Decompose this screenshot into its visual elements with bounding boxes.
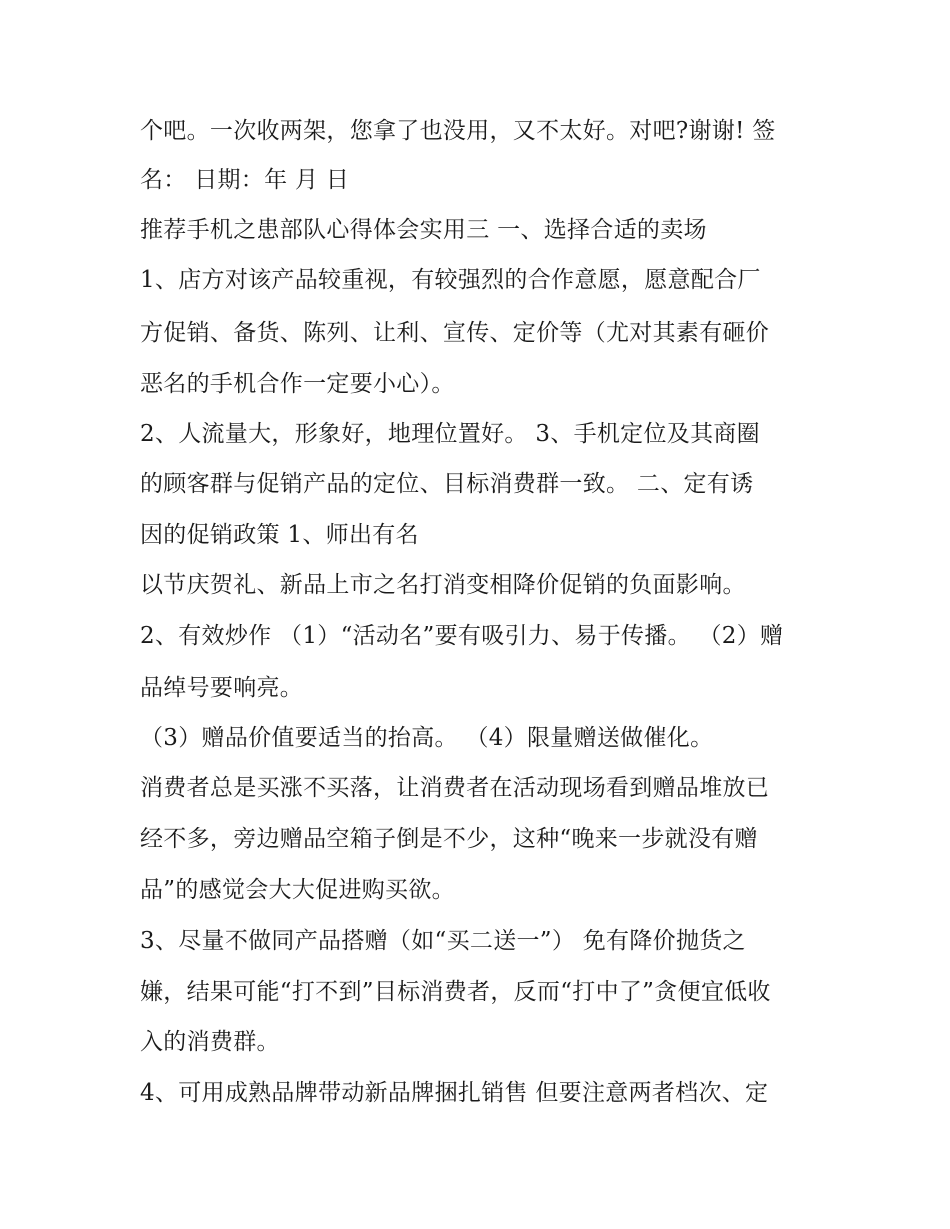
text-line: 经不多，旁边赠品空箱子倒是不少，这种“晚来一步就没有赠 <box>140 826 758 852</box>
text-line: 方促销、备货、陈列、让利、宣传、定价等（尤对其素有砸价 <box>140 320 770 346</box>
text-line: 3、尽量不做同产品搭赠（如“买二送一”） 免有降价抛货之 <box>140 928 746 954</box>
text-line: 1、店方对该产品较重视，有较强烈的合作意愿，愿意配合厂 <box>140 267 761 293</box>
text-line: 2、人流量大，形象好，地理位置好。 3、手机定位及其商圈 <box>140 421 760 447</box>
text-line: 个吧。一次收两架，您拿了也没用，又不太好。对吧?谢谢! 签 <box>140 118 776 144</box>
text-line: 的顾客群与促销产品的定位、目标消费群一致。 二、定有诱 <box>140 471 754 497</box>
text-line: 因的促销政策 1、师出有名 <box>140 522 419 548</box>
text-line: 4、可用成熟品牌带动新品牌捆扎销售 但要注意两者档次、定 <box>140 1080 769 1106</box>
text-line: 品”的感觉会大大促进购买欲。 <box>140 877 455 903</box>
text-line: 2、有效炒作 （1）“活动名”要有吸引力、易于传播。 （2）赠 <box>140 623 784 649</box>
text-line: 名： 日期：年 月 日 <box>140 167 350 193</box>
text-line: 品绰号要响亮。 <box>140 675 304 701</box>
text-line: （3）赠品价值要适当的抬高。 （4）限量赠送做催化。 <box>140 725 714 751</box>
text-line: 恶名的手机合作一定要小心）。 <box>140 371 455 397</box>
text-line: 推荐手机之患部队心得体会实用三 一、选择合适的卖场 <box>140 217 707 243</box>
text-line: 以节庆贺礼、新品上市之名打消变相降价促销的负面影响。 <box>140 572 746 598</box>
text-line: 消费者总是买涨不买落，让消费者在活动现场看到赠品堆放已 <box>140 775 770 801</box>
text-line: 嫌，结果可能“打不到”目标消费者，反而“打中了”贪便宜低收 <box>140 979 771 1005</box>
text-line: 入的消费群。 <box>140 1029 280 1055</box>
